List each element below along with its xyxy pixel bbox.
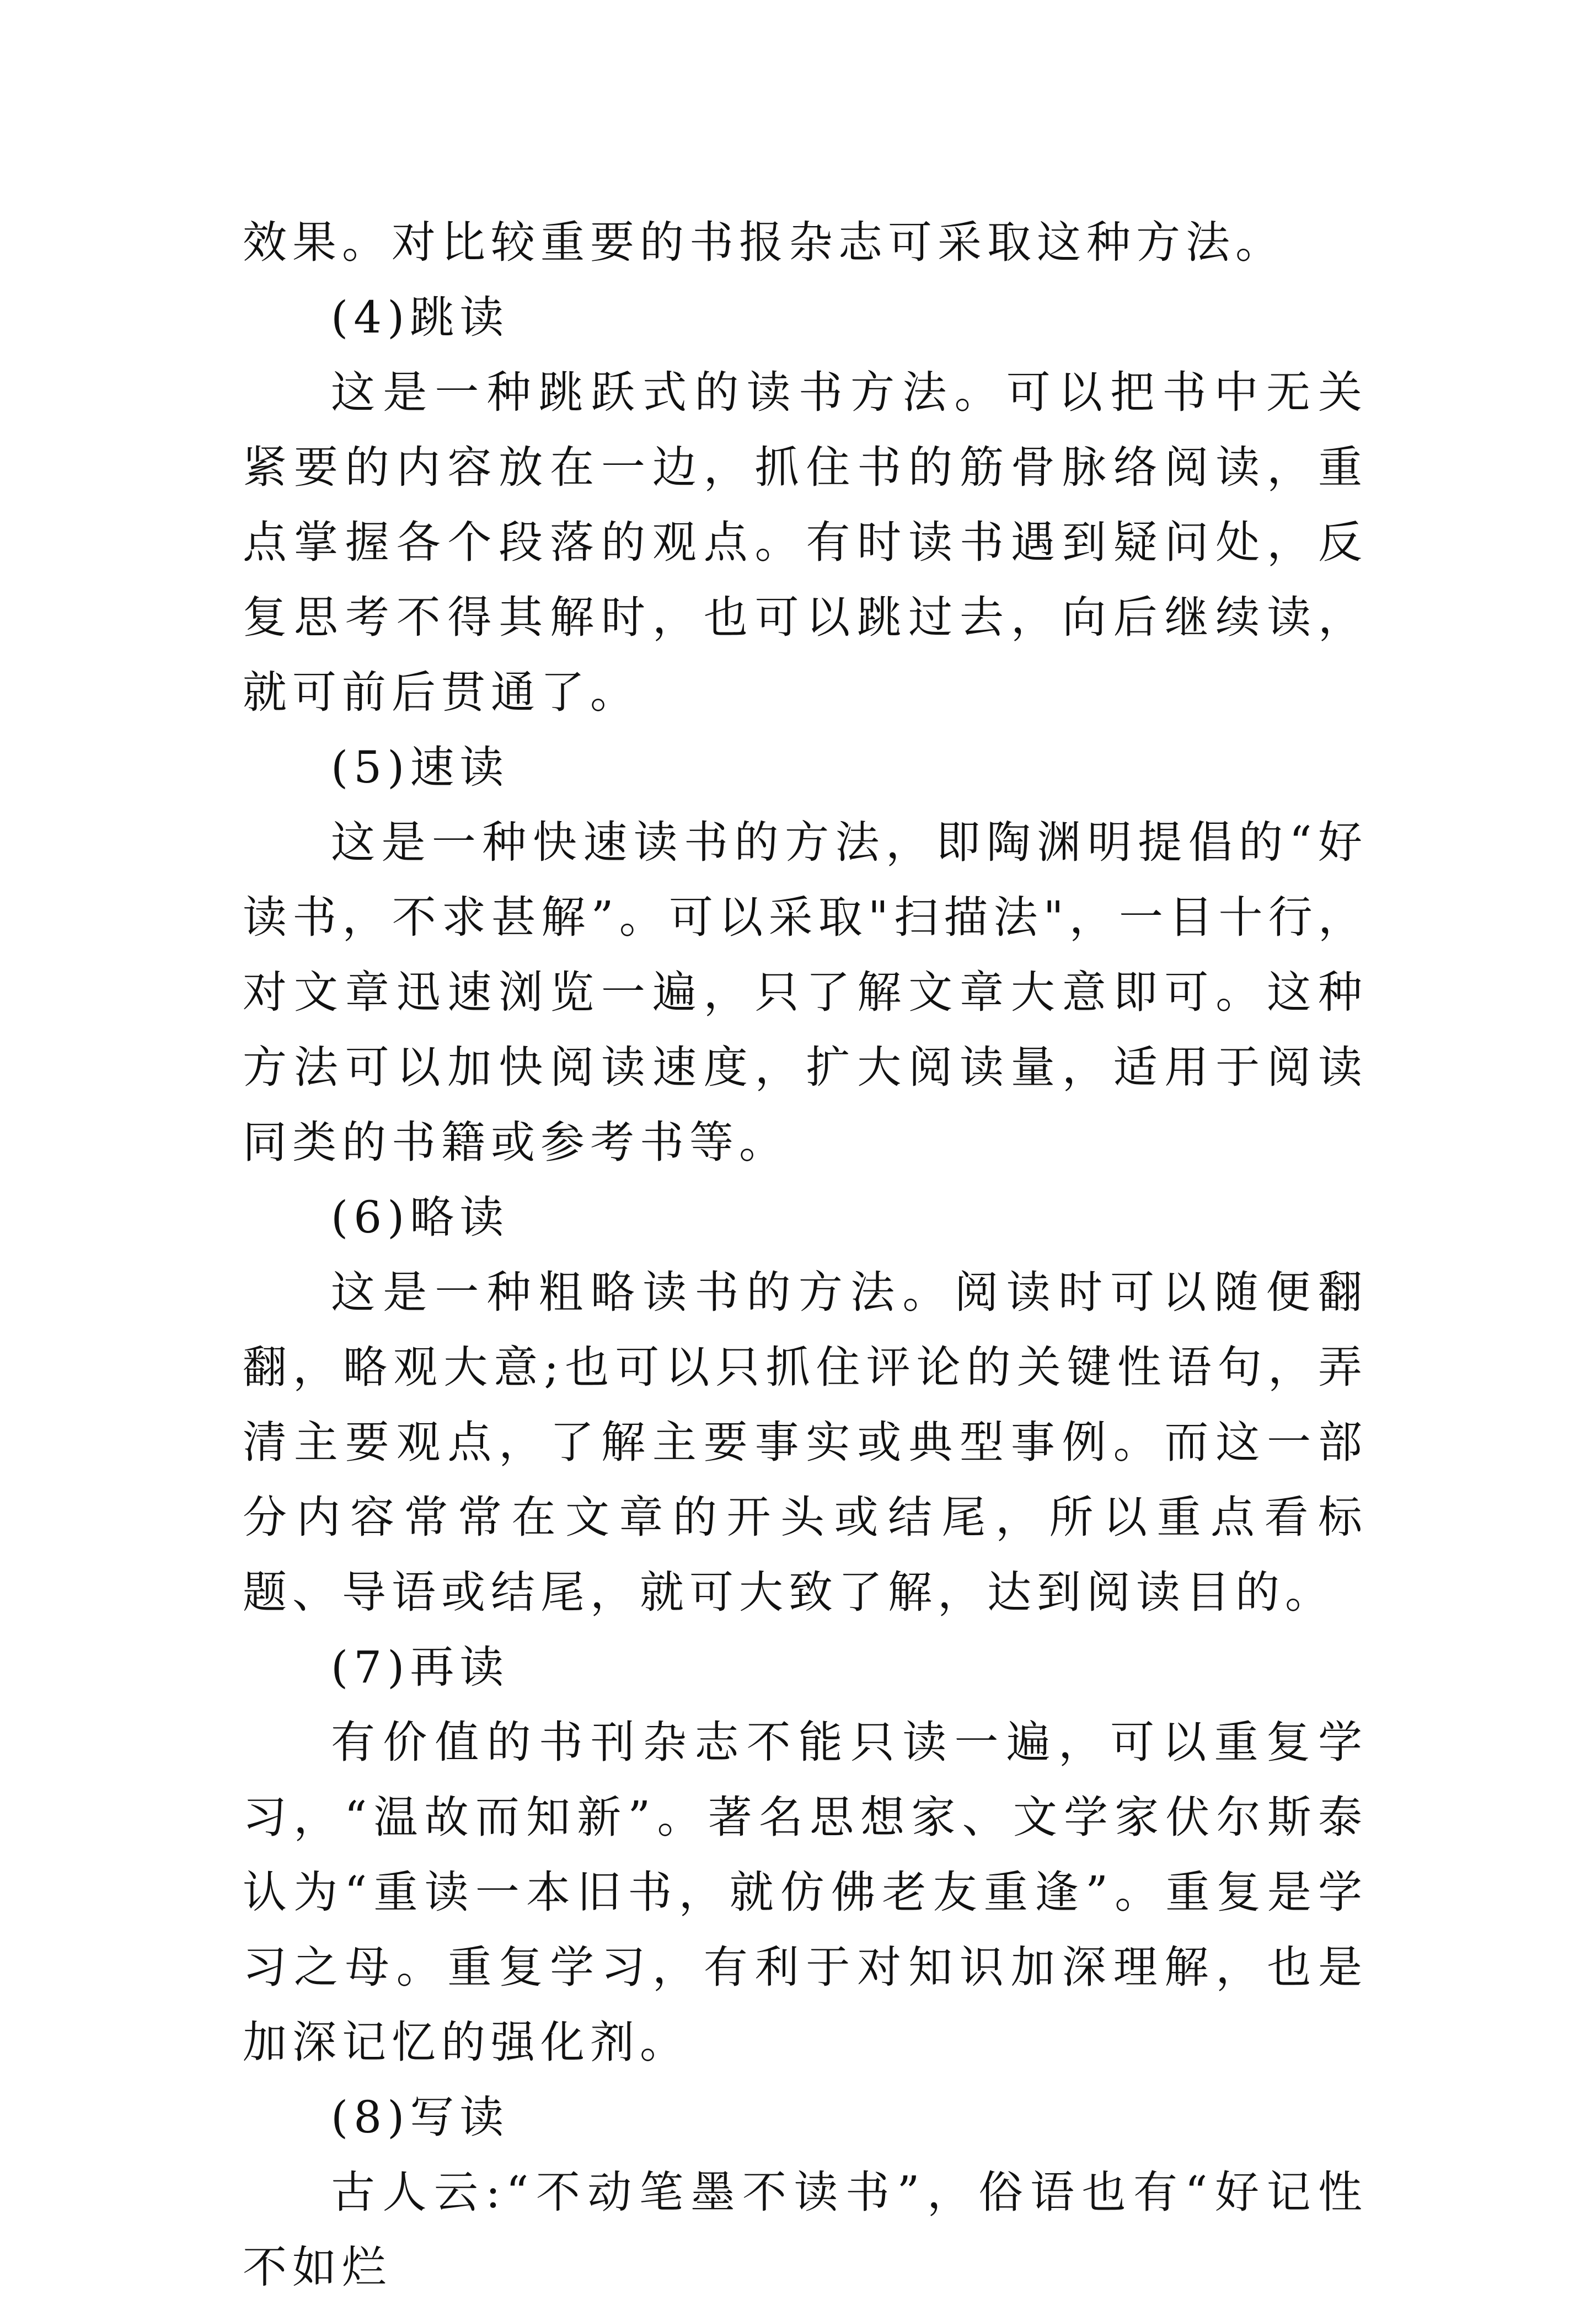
document-body xyxy=(243,205,1368,2305)
paragraph-skip-reading: 这是一种跳跃式的读书方法。可以把书中无关紧要的内容放在一边，抓住书的筋骨脉络阅读，重点掌握各个段落的观点。有时读书遇到疑问处，反复思考不得其解时，也可以跳过去，向后继续读，就可前后贯通了。 xyxy=(243,367,1368,718)
section-heading-speed-reading: (5)速读 xyxy=(331,742,510,793)
section-heading-write-reading: (8)写读 xyxy=(331,2092,510,2143)
paragraph-skim-reading: 这是一种粗略读书的方法。阅读时可以随便翻翻，略观大意;也可以只抓住评论的关键性语句，弄清主要观点，了解主要事实或典型事例。而这一部分内容常常在文章的开头或结尾，所以重点看标题、导语或结尾，就可大致了解，达到阅读目的。 xyxy=(243,1267,1368,1618)
paragraph-write-reading: 古人云:“不动笔墨不读书”，俗语也有“好记性不如烂 xyxy=(243,2167,1368,2293)
section-heading-skip-reading: (4)跳读 xyxy=(331,292,510,343)
section-heading-skim-reading: (6)略读 xyxy=(331,1192,510,1243)
paragraph-continuation: 效果。对比较重要的书报杂志可采取这种方法。 xyxy=(243,217,1285,268)
paragraph-speed-reading: 这是一种快速读书的方法，即陶渊明提倡的“好读书，不求甚解”。可以采取"扫描法"，一目十行，对文章迅速浏览一遍，只了解文章大意即可。这种方法可以加快阅读速度，扩大阅读量，适用于阅读同类的书籍或参考书等。 xyxy=(243,817,1368,1168)
section-heading-re-reading: (7)再读 xyxy=(331,1642,510,1693)
paragraph-re-reading: 有价值的书刊杂志不能只读一遍，可以重复学习，“温故而知新”。著名思想家、文学家伏尔斯泰认为“重读一本旧书，就仿佛老友重逢”。重复是学习之母。重复学习，有利于对知识加深理解，也是加深记忆的强化剂。 xyxy=(243,1717,1368,2068)
